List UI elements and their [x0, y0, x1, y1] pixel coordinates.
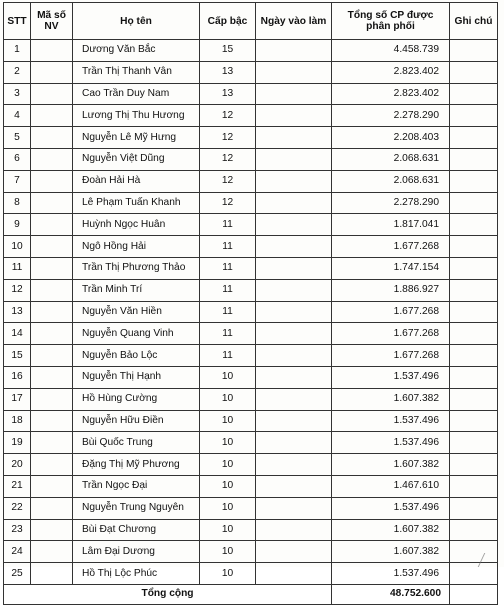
cell-ho-ten: Nguyễn Hữu Điền	[73, 410, 200, 432]
cell-cap-bac: 10	[200, 519, 256, 541]
cell-ma-so	[31, 83, 73, 105]
cell-tong-so-cp: 1.677.268	[332, 345, 450, 367]
cell-ghi-chu	[450, 475, 498, 497]
cell-ngay-vao-lam	[256, 127, 332, 149]
cell-ghi-chu	[450, 279, 498, 301]
cell-ghi-chu	[450, 410, 498, 432]
cell-ho-ten: Nguyễn Trung Nguyên	[73, 497, 200, 519]
cell-ngay-vao-lam	[256, 563, 332, 585]
cell-ma-so	[31, 323, 73, 345]
cell-ho-ten: Trần Thị Phương Thảo	[73, 257, 200, 279]
cell-stt: 22	[4, 497, 31, 519]
cell-ho-ten: Bùi Đạt Chương	[73, 519, 200, 541]
cell-ghi-chu	[450, 388, 498, 410]
cell-ho-ten: Hồ Thị Lộc Phúc	[73, 563, 200, 585]
cell-ngay-vao-lam	[256, 61, 332, 83]
cell-cap-bac: 12	[200, 148, 256, 170]
header-ngay-vao-lam: Ngày vào làm	[256, 3, 332, 40]
table-row	[4, 410, 498, 432]
table-row	[4, 388, 498, 410]
cell-ghi-chu	[450, 192, 498, 214]
cell-tong-so-cp: 2.823.402	[332, 83, 450, 105]
cell-cap-bac: 10	[200, 432, 256, 454]
table-row	[4, 519, 498, 541]
total-row	[4, 584, 498, 604]
cell-stt: 2	[4, 61, 31, 83]
table-row	[4, 148, 498, 170]
cell-tong-so-cp: 2.068.631	[332, 170, 450, 192]
cell-stt: 11	[4, 257, 31, 279]
table-row	[4, 61, 498, 83]
cell-ghi-chu	[450, 83, 498, 105]
cell-ngay-vao-lam	[256, 519, 332, 541]
cell-cap-bac: 12	[200, 170, 256, 192]
cell-ngay-vao-lam	[256, 345, 332, 367]
cell-ma-so	[31, 170, 73, 192]
cell-tong-so-cp: 2.068.631	[332, 148, 450, 170]
header-ma-so-nv: Mã số NV	[31, 3, 73, 40]
cell-ma-so	[31, 301, 73, 323]
cell-ghi-chu	[450, 366, 498, 388]
cell-ho-ten: Trần Ngọc Đại	[73, 475, 200, 497]
cell-cap-bac: 13	[200, 83, 256, 105]
cell-ma-so	[31, 410, 73, 432]
table-row	[4, 40, 498, 62]
cell-ho-ten: Cao Trần Duy Nam	[73, 83, 200, 105]
cell-tong-so-cp: 2.823.402	[332, 61, 450, 83]
cell-tong-so-cp: 1.537.496	[332, 497, 450, 519]
cell-stt: 16	[4, 366, 31, 388]
cell-stt: 17	[4, 388, 31, 410]
cell-ngay-vao-lam	[256, 105, 332, 127]
cell-ghi-chu	[450, 40, 498, 62]
cell-ho-ten: Bùi Quốc Trung	[73, 432, 200, 454]
cell-ghi-chu	[450, 519, 498, 541]
header-tong-so-cp: Tổng số CP được phân phối	[332, 3, 450, 40]
header-ghi-chu: Ghi chú	[450, 3, 498, 40]
cell-stt: 4	[4, 105, 31, 127]
cell-cap-bac: 11	[200, 345, 256, 367]
cell-tong-so-cp: 1.607.382	[332, 388, 450, 410]
cell-tong-so-cp: 2.278.290	[332, 105, 450, 127]
total-ghi-chu	[450, 584, 498, 604]
header-cap-bac: Cấp bậc	[200, 3, 256, 40]
cell-ho-ten: Ngô Hồng Hải	[73, 236, 200, 258]
cell-ghi-chu	[450, 257, 498, 279]
cell-ho-ten: Nguyễn Lê Mỹ Hưng	[73, 127, 200, 149]
cell-ngay-vao-lam	[256, 323, 332, 345]
cell-stt: 24	[4, 541, 31, 563]
cell-ho-ten: Trần Thị Thanh Vân	[73, 61, 200, 83]
table-header	[4, 3, 498, 40]
table-row	[4, 563, 498, 585]
cell-ma-so	[31, 148, 73, 170]
cell-ma-so	[31, 61, 73, 83]
cell-tong-so-cp: 2.208.403	[332, 127, 450, 149]
table-row	[4, 236, 498, 258]
table-row	[4, 279, 498, 301]
table-row	[4, 366, 498, 388]
cell-ho-ten: Trần Minh Trí	[73, 279, 200, 301]
cell-stt: 9	[4, 214, 31, 236]
cell-cap-bac: 15	[200, 40, 256, 62]
cell-ngay-vao-lam	[256, 192, 332, 214]
cell-ho-ten: Nguyễn Việt Dũng	[73, 148, 200, 170]
cell-cap-bac: 11	[200, 257, 256, 279]
cell-tong-so-cp: 1.537.496	[332, 366, 450, 388]
cell-tong-so-cp: 2.278.290	[332, 192, 450, 214]
cell-stt: 12	[4, 279, 31, 301]
cell-cap-bac: 10	[200, 563, 256, 585]
cell-stt: 23	[4, 519, 31, 541]
cell-ghi-chu	[450, 105, 498, 127]
cell-ngay-vao-lam	[256, 410, 332, 432]
table-row	[4, 541, 498, 563]
cell-ma-so	[31, 236, 73, 258]
cell-ma-so	[31, 257, 73, 279]
cell-tong-so-cp: 1.607.382	[332, 519, 450, 541]
table-row	[4, 83, 498, 105]
cell-ghi-chu	[450, 236, 498, 258]
cell-ngay-vao-lam	[256, 257, 332, 279]
cell-ngay-vao-lam	[256, 236, 332, 258]
cell-ngay-vao-lam	[256, 214, 332, 236]
cell-ngay-vao-lam	[256, 541, 332, 563]
cell-cap-bac: 12	[200, 127, 256, 149]
table-row	[4, 497, 498, 519]
cell-cap-bac: 11	[200, 236, 256, 258]
cell-tong-so-cp: 1.677.268	[332, 301, 450, 323]
cell-ma-so	[31, 345, 73, 367]
cell-tong-so-cp: 1.467.610	[332, 475, 450, 497]
cell-ngay-vao-lam	[256, 388, 332, 410]
cell-cap-bac: 11	[200, 214, 256, 236]
table-row	[4, 170, 498, 192]
cell-ngay-vao-lam	[256, 40, 332, 62]
cell-tong-so-cp: 1.607.382	[332, 454, 450, 476]
cell-tong-so-cp: 1.607.382	[332, 541, 450, 563]
cell-stt: 7	[4, 170, 31, 192]
cell-stt: 8	[4, 192, 31, 214]
share-distribution-table	[3, 2, 498, 605]
cell-stt: 14	[4, 323, 31, 345]
cell-stt: 3	[4, 83, 31, 105]
cell-ma-so	[31, 214, 73, 236]
cell-ngay-vao-lam	[256, 454, 332, 476]
table-row	[4, 257, 498, 279]
table-footer	[4, 584, 498, 604]
cell-ngay-vao-lam	[256, 301, 332, 323]
cell-ma-so	[31, 40, 73, 62]
cell-ma-so	[31, 497, 73, 519]
cell-cap-bac: 11	[200, 301, 256, 323]
cell-ma-so	[31, 366, 73, 388]
cell-ngay-vao-lam	[256, 83, 332, 105]
cell-cap-bac: 10	[200, 366, 256, 388]
cell-ghi-chu	[450, 497, 498, 519]
cell-ho-ten: Đặng Thị Mỹ Phương	[73, 454, 200, 476]
cell-stt: 19	[4, 432, 31, 454]
cell-ma-so	[31, 475, 73, 497]
cell-ma-so	[31, 454, 73, 476]
cell-cap-bac: 12	[200, 105, 256, 127]
total-value: 48.752.600	[332, 584, 450, 604]
cell-tong-so-cp: 4.458.739	[332, 40, 450, 62]
cell-ho-ten: Nguyễn Thị Hạnh	[73, 366, 200, 388]
cell-stt: 18	[4, 410, 31, 432]
cell-ma-so	[31, 541, 73, 563]
cell-ghi-chu	[450, 454, 498, 476]
cell-stt: 5	[4, 127, 31, 149]
cell-ghi-chu	[450, 323, 498, 345]
cell-ho-ten: Nguyễn Văn Hiền	[73, 301, 200, 323]
cell-ma-so	[31, 105, 73, 127]
cell-stt: 10	[4, 236, 31, 258]
table-row	[4, 323, 498, 345]
cell-ho-ten: Lê Phạm Tuấn Khanh	[73, 192, 200, 214]
cell-ghi-chu	[450, 214, 498, 236]
cell-cap-bac: 10	[200, 475, 256, 497]
cell-ho-ten: Nguyễn Bảo Lộc	[73, 345, 200, 367]
cell-cap-bac: 10	[200, 454, 256, 476]
table-row	[4, 301, 498, 323]
cell-tong-so-cp: 1.817.041	[332, 214, 450, 236]
cell-ghi-chu	[450, 432, 498, 454]
cell-ma-so	[31, 192, 73, 214]
cell-tong-so-cp: 1.537.496	[332, 432, 450, 454]
cell-cap-bac: 10	[200, 541, 256, 563]
cell-stt: 13	[4, 301, 31, 323]
cell-tong-so-cp: 1.747.154	[332, 257, 450, 279]
cell-cap-bac: 12	[200, 192, 256, 214]
cell-ngay-vao-lam	[256, 279, 332, 301]
cell-stt: 20	[4, 454, 31, 476]
table-row	[4, 475, 498, 497]
cell-stt: 15	[4, 345, 31, 367]
cell-cap-bac: 13	[200, 61, 256, 83]
cell-ho-ten: Lương Thị Thu Hương	[73, 105, 200, 127]
cell-ma-so	[31, 127, 73, 149]
cell-cap-bac: 11	[200, 323, 256, 345]
cell-ho-ten: Lâm Đại Dương	[73, 541, 200, 563]
cell-ho-ten: Đoàn Hải Hà	[73, 170, 200, 192]
table-row	[4, 214, 498, 236]
cell-ngay-vao-lam	[256, 366, 332, 388]
table-row	[4, 432, 498, 454]
cell-ngay-vao-lam	[256, 170, 332, 192]
cell-ho-ten: Nguyễn Quang Vinh	[73, 323, 200, 345]
cell-stt: 25	[4, 563, 31, 585]
cell-ghi-chu	[450, 345, 498, 367]
table-row	[4, 105, 498, 127]
cell-ghi-chu	[450, 301, 498, 323]
cell-cap-bac: 11	[200, 279, 256, 301]
cell-ho-ten: Dương Văn Bắc	[73, 40, 200, 62]
cell-ho-ten: Huỳnh Ngọc Huân	[73, 214, 200, 236]
cell-tong-so-cp: 1.537.496	[332, 563, 450, 585]
cell-ma-so	[31, 432, 73, 454]
cell-ma-so	[31, 519, 73, 541]
cell-tong-so-cp: 1.677.268	[332, 236, 450, 258]
header-ho-ten: Họ tên	[73, 3, 200, 40]
cell-tong-so-cp: 1.537.496	[332, 410, 450, 432]
cell-cap-bac: 10	[200, 497, 256, 519]
cell-stt: 21	[4, 475, 31, 497]
table-row	[4, 192, 498, 214]
table-row	[4, 345, 498, 367]
cell-ngay-vao-lam	[256, 148, 332, 170]
cell-ma-so	[31, 279, 73, 301]
cell-cap-bac: 10	[200, 388, 256, 410]
table-row	[4, 454, 498, 476]
cell-cap-bac: 10	[200, 410, 256, 432]
cell-ghi-chu	[450, 148, 498, 170]
cell-ngay-vao-lam	[256, 497, 332, 519]
cell-ma-so	[31, 563, 73, 585]
cell-ghi-chu	[450, 170, 498, 192]
table-body	[4, 40, 498, 585]
cell-ngay-vao-lam	[256, 432, 332, 454]
cell-ngay-vao-lam	[256, 475, 332, 497]
total-label: Tổng cộng	[4, 584, 332, 604]
cell-stt: 6	[4, 148, 31, 170]
cell-ghi-chu	[450, 127, 498, 149]
cell-tong-so-cp: 1.677.268	[332, 323, 450, 345]
cell-stt: 1	[4, 40, 31, 62]
cell-ma-so	[31, 388, 73, 410]
cell-ghi-chu	[450, 61, 498, 83]
table-row	[4, 127, 498, 149]
header-stt: STT	[4, 3, 31, 40]
cell-ho-ten: Hồ Hùng Cường	[73, 388, 200, 410]
cell-tong-so-cp: 1.886.927	[332, 279, 450, 301]
